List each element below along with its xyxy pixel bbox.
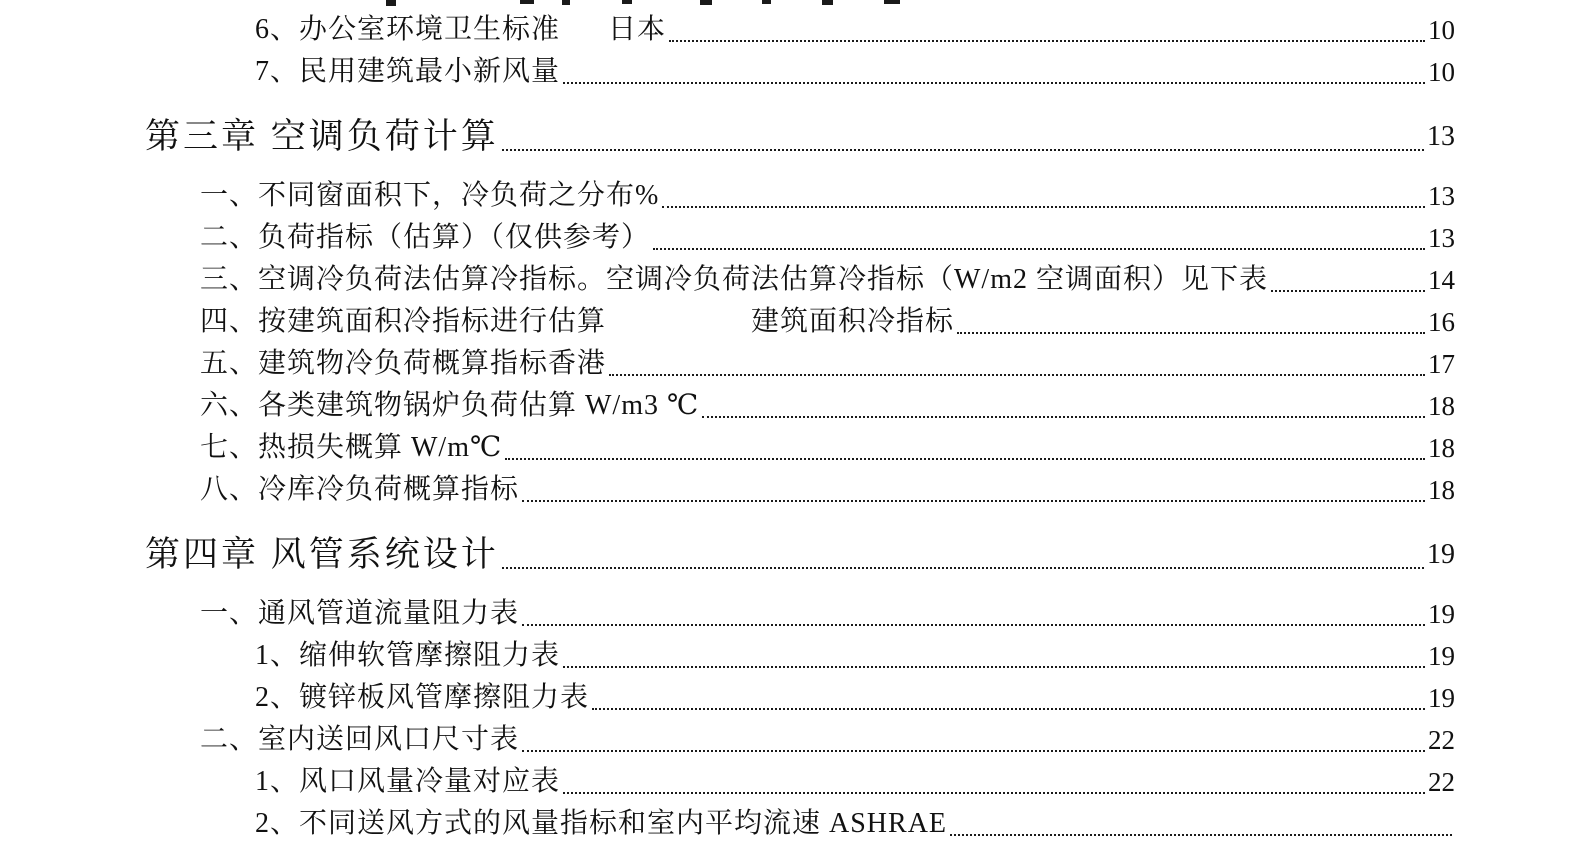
toc-entry[interactable]	[0, 385, 1455, 427]
page-number: 22	[1428, 767, 1455, 797]
dot-leader	[957, 332, 1425, 334]
toc-entry-text: 三、空调冷负荷法估算冷指标。空调冷负荷法估算冷指标（W/m2 空调面积）见下表	[200, 264, 1268, 295]
toc-entry[interactable]	[0, 51, 1455, 93]
dot-leader	[592, 708, 1425, 710]
toc-entry-text: 1、风口风量冷量对应表	[255, 766, 561, 797]
tab-space	[606, 342, 751, 343]
dot-leader	[502, 567, 1424, 569]
toc-entry[interactable]	[0, 803, 1455, 845]
toc-entry-text: 2、镀锌板风管摩擦阻力表	[255, 682, 590, 713]
toc-entry-text: 第四章 风管系统设计	[145, 535, 499, 574]
toc-entry[interactable]	[0, 635, 1455, 677]
toc-entry-text: 七、热损失概算 W/m℃	[200, 432, 503, 463]
page-number: 19	[1428, 683, 1455, 713]
dot-leader	[502, 149, 1424, 151]
toc-entry[interactable]	[0, 593, 1455, 635]
page-number: 18	[1428, 391, 1455, 421]
dot-leader	[609, 374, 1425, 376]
toc-entry-text: 八、冷库冷负荷概算指标	[200, 474, 520, 505]
toc-entry-text: 二、室内送回风口尺寸表	[200, 724, 520, 755]
toc-entry[interactable]	[0, 301, 1455, 343]
toc-entry-text: 第三章 空调负荷计算	[145, 117, 499, 156]
dot-leader	[505, 458, 1425, 460]
toc-entry[interactable]	[0, 427, 1455, 469]
tab-space	[560, 50, 608, 51]
toc-entry-text: 一、不同窗面积下，冷负荷之分布%	[200, 180, 660, 211]
toc-entry-text2: 日本	[608, 14, 667, 45]
clipped-previous-line	[0, 0, 1583, 8]
toc-entry-text: 一、通风管道流量阻力表	[200, 598, 520, 629]
page-number: 19	[1428, 641, 1455, 671]
page-number: 16	[1428, 307, 1455, 337]
page-number: 22	[1428, 725, 1455, 755]
page-number: 14	[1428, 265, 1455, 295]
page-number: 13	[1428, 223, 1455, 253]
toc-entry[interactable]	[0, 217, 1455, 259]
toc-entry[interactable]	[0, 719, 1455, 761]
toc-entry-text: 6、办公室环境卫生标准	[255, 14, 561, 45]
dot-leader	[522, 750, 1425, 752]
toc-entry-text: 7、民用建筑最小新风量	[255, 56, 561, 87]
page-number: 19	[1427, 539, 1455, 570]
toc-entry[interactable]	[0, 469, 1455, 511]
toc-entry[interactable]	[0, 175, 1455, 217]
toc-entry-text: 四、按建筑面积冷指标进行估算	[200, 306, 607, 337]
dot-leader	[653, 248, 1425, 250]
dot-leader	[563, 82, 1425, 84]
page-number: 19	[1428, 599, 1455, 629]
toc-entry[interactable]	[0, 259, 1455, 301]
toc-entry-text2: 建筑面积冷指标	[751, 306, 955, 337]
dot-leader	[1271, 290, 1425, 292]
dot-leader	[563, 792, 1425, 794]
page-number: 13	[1428, 181, 1455, 211]
dot-leader	[563, 666, 1425, 668]
toc-chapter-entry[interactable]	[0, 531, 1455, 579]
toc-entry[interactable]	[0, 761, 1455, 803]
page-number: 10	[1428, 57, 1455, 87]
toc-entry-text: 五、建筑物冷负荷概算指标香港	[200, 348, 607, 379]
dot-leader	[662, 206, 1425, 208]
toc-entry-text: 2、不同送风方式的风量指标和室内平均流速 ASHRAE	[255, 808, 948, 839]
page-number: 18	[1428, 475, 1455, 505]
page-number: 10	[1428, 15, 1455, 45]
toc-entry[interactable]	[0, 343, 1455, 385]
page-number: 17	[1428, 349, 1455, 379]
page-number: 13	[1427, 121, 1455, 152]
toc-chapter-entry[interactable]	[0, 113, 1455, 161]
dot-leader	[702, 416, 1425, 418]
dot-leader	[669, 40, 1425, 42]
toc-entry-text: 1、缩伸软管摩擦阻力表	[255, 640, 561, 671]
toc-entry-text: 六、各类建筑物锅炉负荷估算 W/m3 ℃	[200, 390, 700, 421]
dot-leader	[950, 834, 1452, 836]
page-number: 18	[1428, 433, 1455, 463]
toc-entry[interactable]	[0, 9, 1455, 51]
dot-leader	[522, 500, 1425, 502]
toc-entry[interactable]	[0, 677, 1455, 719]
toc-entry-text: 二、负荷指标（估算）（仅供参考）	[200, 222, 651, 253]
dot-leader	[522, 624, 1425, 626]
